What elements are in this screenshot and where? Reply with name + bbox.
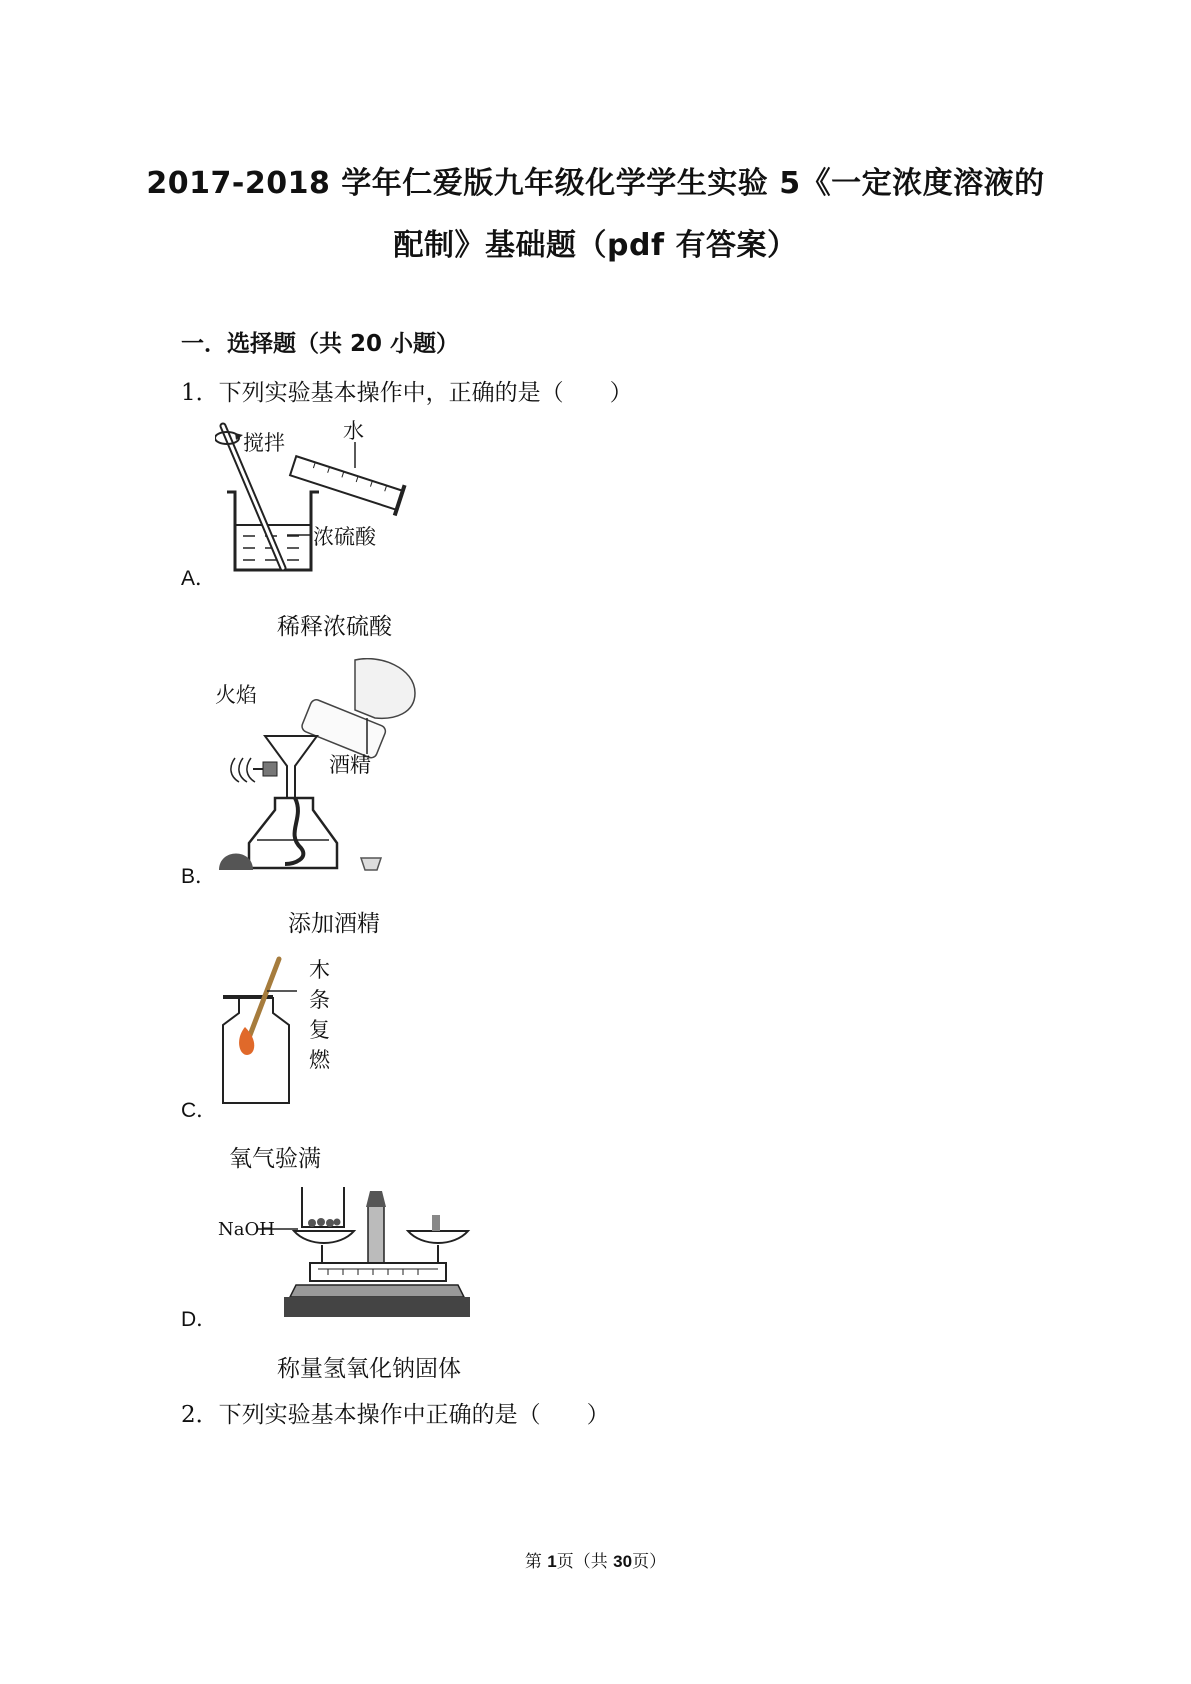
footer-page-number: 1 bbox=[547, 1552, 557, 1571]
footer-suffix: 页） bbox=[632, 1552, 667, 1572]
label-acid: 浓硫酸 bbox=[313, 525, 376, 549]
option-b-figure bbox=[215, 658, 435, 878]
footer-middle: 页（共 bbox=[556, 1552, 614, 1572]
label-c2: 条 bbox=[309, 988, 330, 1012]
option-d-caption: 称量氢氧化钠固体 bbox=[277, 1356, 461, 1382]
question-2-stem: 2．下列实验基本操作中正确的是（ ） bbox=[181, 1402, 610, 1428]
option-c-figure bbox=[215, 955, 355, 1105]
page-footer bbox=[0, 1547, 1191, 1572]
footer-total-pages: 30 bbox=[613, 1552, 633, 1571]
document-title-line-2: 配制》基础题（pdf 有答案） bbox=[393, 228, 798, 263]
option-b-letter: B． bbox=[181, 865, 217, 888]
document-title-line-1: 2017-2018 学年仁爱版九年级化学学生实验 5《一定浓度溶液的 bbox=[146, 166, 1045, 201]
label-naoh: NaOH bbox=[218, 1219, 275, 1240]
label-alcohol: 酒精 bbox=[329, 753, 371, 777]
option-c-caption: 氧气验满 bbox=[229, 1146, 321, 1172]
label-stir: 搅拌 bbox=[243, 431, 285, 455]
option-c-letter: C． bbox=[181, 1099, 218, 1122]
option-d-letter: D． bbox=[181, 1308, 218, 1331]
section-heading: 一．选择题（共 20 小题） bbox=[181, 331, 460, 357]
option-a-figure bbox=[215, 420, 455, 580]
label-flame: 火焰 bbox=[215, 683, 257, 707]
option-a-caption: 稀释浓硫酸 bbox=[277, 614, 392, 640]
label-water: 水 bbox=[343, 420, 364, 443]
label-c4: 燃 bbox=[309, 1048, 330, 1072]
option-d-figure bbox=[218, 1185, 478, 1325]
label-c3: 复 bbox=[309, 1018, 330, 1042]
option-a-letter: A． bbox=[181, 567, 217, 590]
question-1-stem: 1．下列实验基本操作中，正确的是（ ） bbox=[181, 380, 633, 406]
footer-prefix: 第 bbox=[524, 1552, 548, 1572]
option-b-caption: 添加酒精 bbox=[288, 911, 380, 937]
label-c1: 木 bbox=[309, 958, 330, 982]
